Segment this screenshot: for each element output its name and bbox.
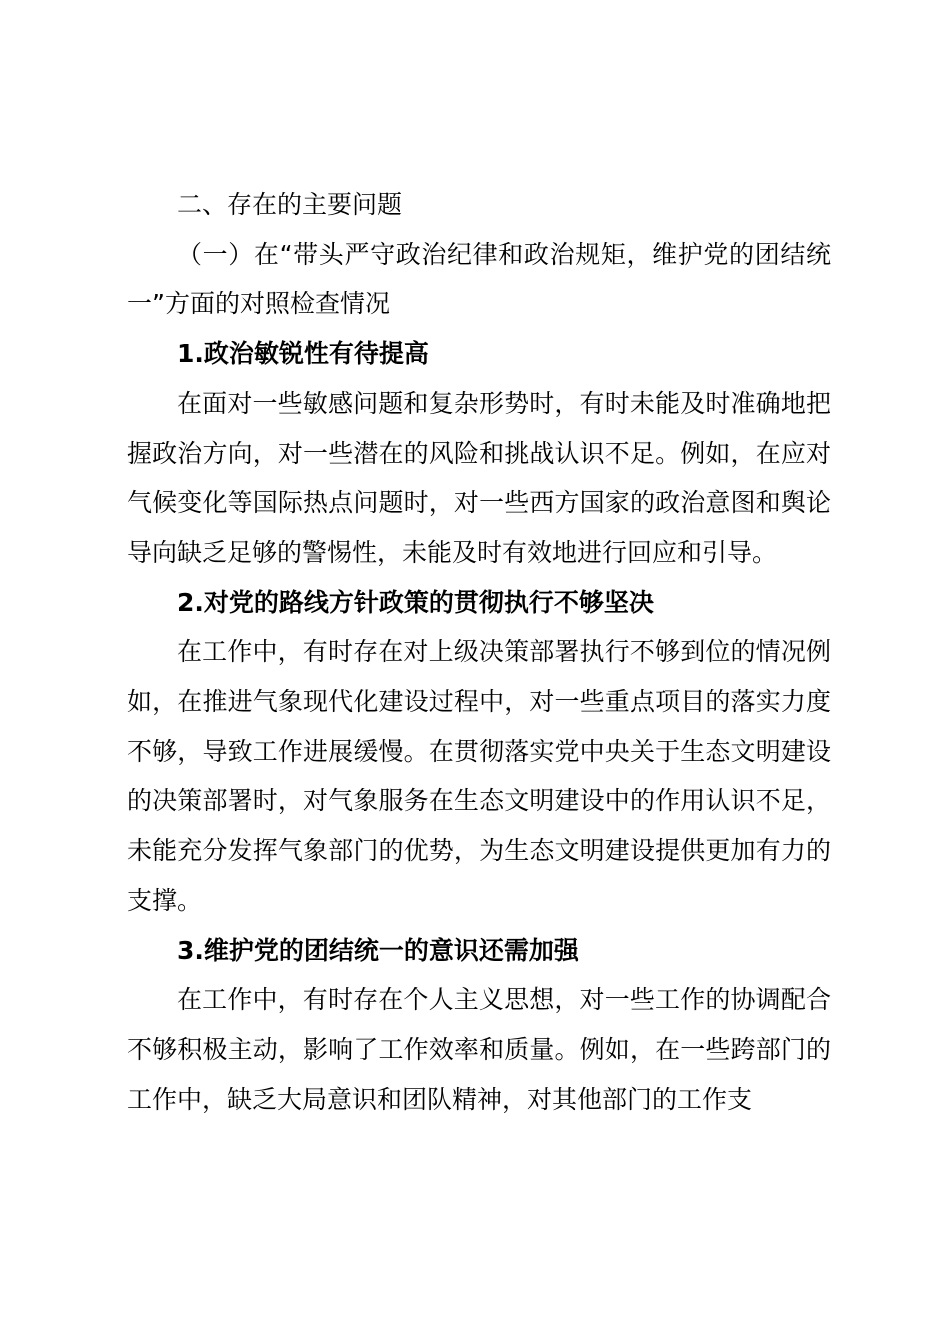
subsection-title: （一）在“带头严守政治纪律和政治规矩，维护党的团结统一”方面的对照检查情况 (127, 239, 831, 319)
item-3-heading: 3.维护党的团结统一的意识还需加强 (177, 935, 579, 965)
item-3-body: 在工作中，有时存在个人主义思想，对一些工作的协调配合不够积极主动，影响了工作效率和质量。例如，在一些跨部门的工作中，缺乏大局意识和团队精神，对其他部门的工作支 (127, 985, 831, 1114)
item-1-heading: 1.政治敏锐性有待提高 (177, 339, 429, 369)
item-2-heading: 2.对党的路线方针政策的贯彻执行不够坚决 (177, 587, 654, 617)
item-2-body: 在工作中，有时存在对上级决策部署执行不够到位的情况例如，在推进气象现代化建设过程中，对一些重点项目的落实力度不够，导致工作进展缓慢。在贯彻落实党中央关于生态文明建设的决策部署时，对气象服务在生态文明建设中的作用认识不足，未能充分发挥气象部门的优势，为生态文明建设提供更加有力的支撑。 (127, 637, 831, 915)
document-page (127, 180, 831, 1124)
section-title: 二、存在的主要问题 (177, 190, 403, 219)
item-1-body: 在面对一些敏感问题和复杂形势时，有时未能及时准确地把握政治方向，对一些潜在的风险和挑战认识不足。例如，在应对气候变化等国际热点问题时，对一些西方国家的政治意图和舆论导向缺乏足够的警惕性，未能及时有效地进行回应和引导。 (127, 388, 831, 567)
